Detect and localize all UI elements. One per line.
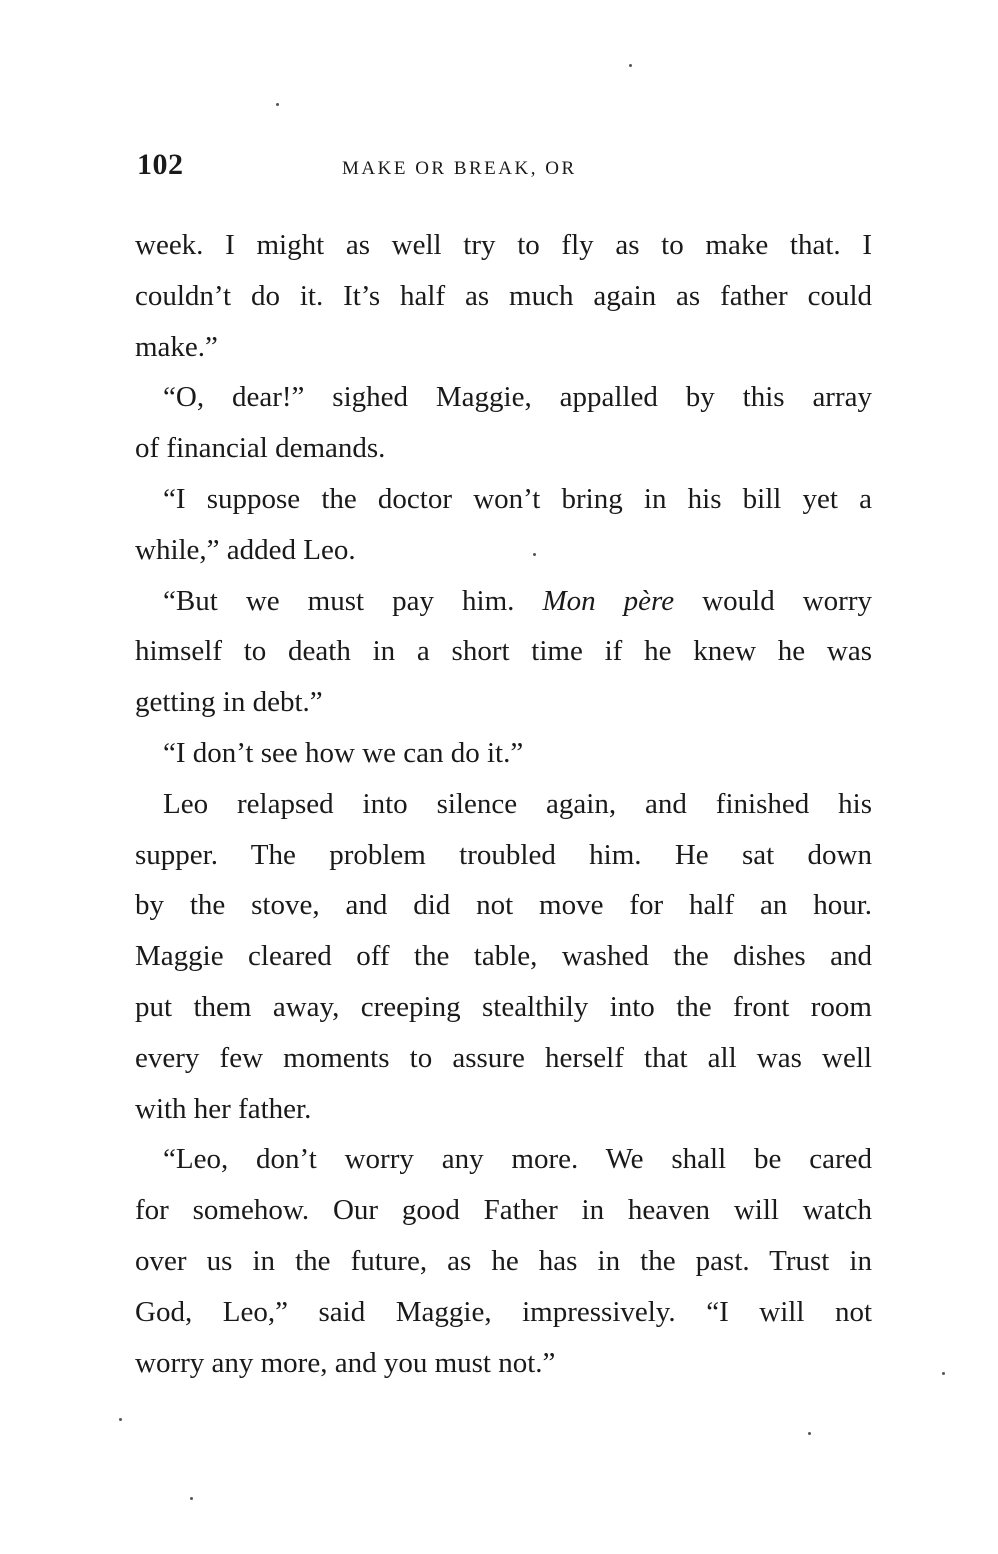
text-line: “I suppose the doctor won’t bring in his bill yet a	[163, 482, 872, 515]
text-line: couldn’t do it. It’s half as much again as father could	[135, 279, 872, 312]
italic-phrase: Mon père	[542, 584, 675, 617]
scan-speck	[942, 1372, 945, 1375]
text-segment: “But we must pay him.	[163, 584, 515, 617]
text-line: worry any more, and you must not.”	[135, 1346, 556, 1379]
text-line: over us in the future, as he has in the past. Trust in	[135, 1244, 872, 1277]
text-line: supper. The problem troubled him. He sat down	[135, 838, 872, 871]
text-line: Maggie cleared off the table, washed the dishes and	[135, 940, 872, 973]
text-line: of financial demands.	[135, 432, 386, 465]
text-line: getting in debt.”	[135, 686, 323, 719]
text-line-mixed	[135, 576, 872, 627]
text-line: God, Leo,” said Maggie, impressively. “I will not	[135, 1295, 872, 1328]
scan-speck	[808, 1432, 811, 1435]
text-line: while,” added Leo.	[135, 533, 356, 566]
text-segment: would worry	[702, 584, 872, 617]
text-line: “O, dear!” sighed Maggie, appalled by this array	[163, 381, 872, 414]
text-line: “I don’t see how we can do it.”	[163, 736, 524, 769]
scan-speck	[276, 103, 279, 106]
text-line: by the stove, and did not move for half an hour.	[135, 889, 872, 922]
text-line: Leo relapsed into silence again, and finished his	[163, 787, 872, 820]
scan-speck	[629, 64, 632, 67]
page-number: 102	[137, 148, 184, 181]
text-line: with her father.	[135, 1092, 312, 1125]
text-line: for somehow. Our good Father in heaven will watch	[135, 1194, 872, 1227]
page-header	[137, 148, 872, 188]
scan-speck	[119, 1418, 122, 1421]
text-line: every few moments to assure herself that all was well	[135, 1041, 872, 1074]
running-title: MAKE OR BREAK, OR	[342, 158, 577, 179]
text-line: make.”	[135, 330, 218, 363]
scan-speck	[533, 553, 536, 556]
scan-speck	[190, 1497, 193, 1500]
body-text	[135, 220, 872, 1388]
text-line: week. I might as well try to fly as to make that. I	[135, 229, 872, 261]
text-line: himself to death in a short time if he knew he was	[135, 635, 872, 668]
text-line: “Leo, don’t worry any more. We shall be cared	[163, 1143, 872, 1176]
text-line: put them away, creeping stealthily into the front room	[135, 990, 872, 1023]
